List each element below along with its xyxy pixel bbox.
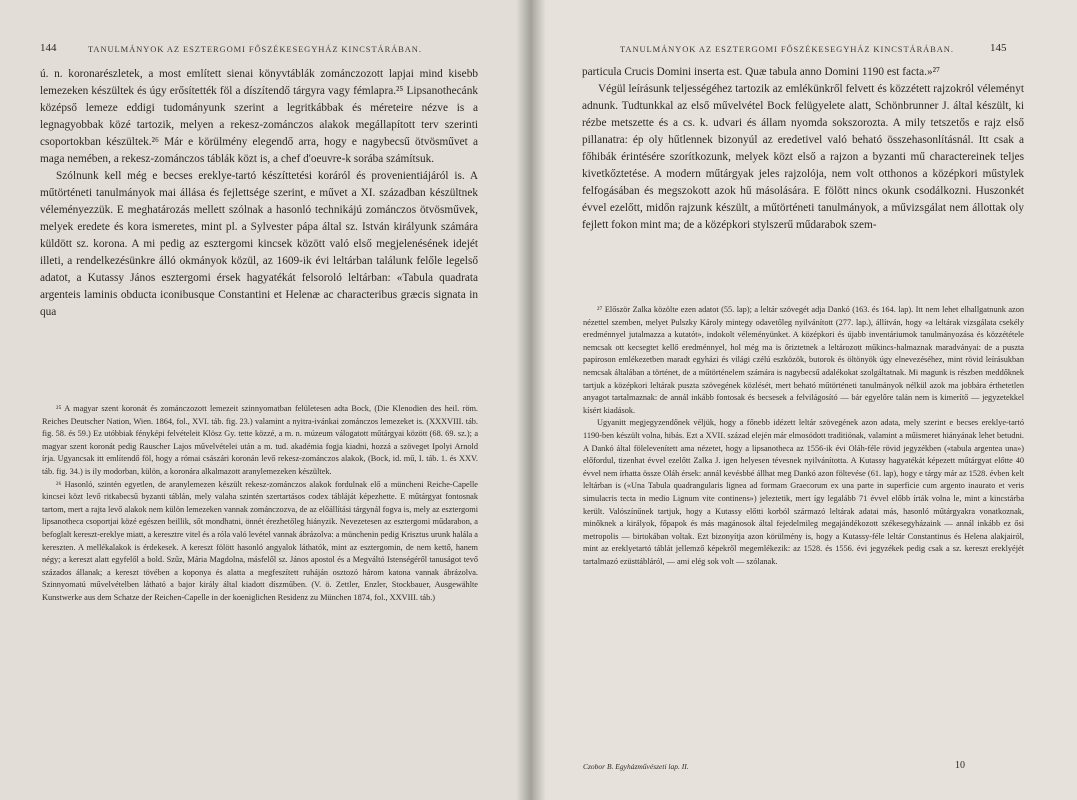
page-number: 144: [40, 42, 57, 54]
footnote: Ugyanitt megjegyzendőnek véljük, hogy a főnebb idézett leltár szövegének azon adata, mely szerint e becses ereklye-tartó 1190-ben készült volna, hibás. Ezt a XVII. század elején már elmosódott traditiónak, valamint a műismeret hiányának lehet betudni. A Dankó által fölelevenített ama nézetet, hogy a lipsanotheca az 1556-ik évi Oláh-féle rövid jegyzékben («tabula argentea una») előfordul, tizenhat évvel ezelőtt Zalka J. igen helyesen tévesnek nyilvánította. A Kutassy hagyatékát képezett műtárgyat előtte 40 évvel nem írhatta össze Oláh érsek: annál kevésbbé állhat meg Dankó azon föltevése (61. lap), hogy e tárgy már az 1528. évben kelt leltárban is («Una Tabula quadrangularis lignea ad formam Graecorum ex una parte in superficie cum argento inaurato et veris simulacris tecta in medio Lignum vite continens») jeleztetik, mert így legalább 71 évvel előbb írták volna le, mint a kincstárba került. Valószínűnek tartjuk, hogy a Kutassy előtti korból származó leltárak adatai más, hasonló műtárgyakra vonatkoznak, minőknek a királyok, főpapok és más magánosok által fejedelmileg megajándékozott székesegyházaink — annál inkább ez ősi metropolis — birtokában voltak. Ezt bizonyítja azon körülmény is, hogy a Kutassy-féle leltár Constantinus és Helena alakjairól, mint az ereklyetartó táblát jellemző képekről megemlékezik: az 1528. és 1556. évi jegyzékek pedig csak a sz. kereszt ereklyéjét tartalmazó ezüsttábláról, — ami elég sok volt — szólanak.: [583, 418, 1024, 566]
footer-signature: Czobor B. Egyházművészeti lap. II.: [583, 762, 689, 771]
paragraph: Végül leírásunk teljességéhez tartozik az emlékünkről felvett és közzétett rajzokról véleményt adnunk. Tudtunkkal az első művelvétel Bock felügyelete alatt, Schönbrunner J. által készült, ki rézbe metszette és a cs. k. udvari és állam nyomda sokszorozta. A mily tetszetős e rajz első pillanatra: ép oly hűtlennek bizonyúl az eredetivel való beható összehasonlításnál. Itt csak a főhibák érintésére szorítkozunk, melyek közt első a rajzon a byzanti mű charactereinek teljes kivetkőztetése. A modern műtárgyak jeles rajzolója, nem volt otthonos a középkori műstylek felfogásában és megszokott azok hű másolására. E fölött nincs okunk csodálkozni. Huszonkét évvel ezelőtt, midőn rajzunk készült, a műtörténeti tanulmányok, a művizsgálat nem állottak oly fejlett fokon mint ma; de a középkori stylszerű műdarabok szem-: [582, 83, 1024, 231]
footnote: ²⁵ A magyar szent koronát és zománczozott lemezeit szinnyomatban felületesen adta Bock, (Die Klenodien des heil. röm. Reiches Deutscher Nation, Wien. 1864, fol., XVI. táb. fig. 23.) valamint a nyitra-ivánkai zománczos lemezeket is. (XXXVIII. táb. fig. 58. és 59.) Ez utóbbiak fényképi felvételeit Klösz Gy. tette közzé, a m. n. múzeum válogatott műtárgyai között (68. 69. sz.); a magyar szent koronát pedig Rauscher Lajos művelvételei után a m. tud. akadémia fogja kiadni, hozzá a szöveget Ipolyi Arnold írja. Ugyancsak itt említendő föl, hogy a római császári koronán levő rekesz-zománczos alakok, (Bock, id. mű, I. táb. 1. és XXV. táb. fig. 34.) is ily modorban, külön, a koronára alkalmazott aranylemezeken készültek.: [42, 404, 478, 476]
main-text: [582, 64, 1024, 234]
book-gutter: [516, 0, 546, 800]
footnote: ²⁷ Először Zalka közölte ezen adatot (55. lap); a leltár szövegét adja Dankó (163. és 164. lap). Itt nem lehet elhallgatnunk azon nézettel szemben, melyet Pulszky Károly mintegy odavetőleg nyilvánított (277. lap.), állítván, hogy «a leltárak vizsgálata csekély eredménnyel jutalmazza a kutatót», indokolt véleményünket. A középkori és újabb inventáriumok tanulmányozása és közzététele nemcsak ott kecsegtet kellő eredménnyel, hol még ma is őriztetnek a leltározott műkincs-halmaznak maradványai: de a puszta papiroson emlékezetben maradt egyházi és világi czélú eszközök, butorok és öltönyök úgy elnevezéséhez, mint rövid leírásukban nemcsak általában a történet, de a műtörténelem számára is nagybecsű adalékokat szolgáltatnak. Mi magunk is részben meddőknek tartjuk a középkori leltárak puszta szövegének közlését, mert beható műtörténeti tanulmányok nélkül azok ma jobbára érthetetlen anyagot tartalmaznak: de annál inkább fontosak és becsesek a felvilágosító — bár egyelőre talán nem is kimerítő — jegyzetekkel kísért kiadások.: [583, 305, 1024, 415]
page-number: 145: [990, 42, 1007, 54]
running-head: TANULMÁNYOK AZ ESZTERGOMI FŐSZÉKESEGYHÁZ KINCSTÁRÁBAN.: [88, 44, 422, 54]
right-page: [532, 0, 1077, 800]
running-head: TANULMÁNYOK AZ ESZTERGOMI FŐSZÉKESEGYHÁZ KINCSTÁRÁBAN.: [620, 44, 954, 54]
paragraph: Szólnunk kell még e becses ereklye-tartó készíttetési koráról és provenientiájáról is. A műtörténeti tanulmányok mai állása és fejlettsége szerint, e művet a XI. században készültnek véleményezzük. E meghatározás mellett szólnak a hasonló technikájú zománczos ötvösművek, melyek eredete és kora ismeretes, mint pl. a Sylvester pápa által sz. István királyunk számára küldött sz. korona. A mi pedig az esztergomi kincsek között való első megjelenésének idejét illeti, a rendelkezésünkre álló okmányok közül, az 1609-ik évi leltárban találunk felőle legelső adatot, a Kutassy János esztergomi érsek hagyatékát felsoroló leltárban: «Tabula quadrata argenteis laminis obducta iconibusque Constantini et Helenæ ac characteribus græcis signata in qua: [40, 170, 478, 318]
paragraph: particula Crucis Domini inserta est. Quæ tabula anno Domini 1190 est facta.»²⁷: [582, 66, 940, 78]
signature-number: 10: [955, 760, 965, 771]
main-text: [40, 66, 478, 321]
footnote: ²⁶ Hasonló, szintén egyetlen, de aranylemezen készült rekesz-zománczos alakok fordulnak elő a müncheni Reiche-Capelle kincsei közt levő ritkabecsű byzanti táblán, mely valaha szintén szertartásos codex tábláját képezhette. E műtárgyat fontosnak tartom, mert a rajta levő alakok nem külön lemezeken vannak zománczozva, de az előállítási tárgynál fogva is, mely az esztergomi lipsanotheca csoportjai közé egészen beillik, sőt mondhatni, önnét érezhetőleg hiányzik. Nevezetesen az esztergomi műdarabon, a befoglalt kereszt-ereklye miatt, a keresztre vitel és a róla való levétel vannak ábrázolva: a münchenin pedig Krisztus urunk halála a kereszten. A mellékalakok is érdekesek. A kereszt fölött hasonló angyalok láthatók, mint az esztergomin, de nem kettő, hanem négy; a kereszt alatt egyfelől a bold. Szűz, Mária Magdolna, másfelől sz. János apostol és a Megváltó Istenségéről tanuságot tevő százados állanak; a kereszt tövében a koponya és alatta a megfeszített ruháján osztozó három katona vannak ábrázolva. Szinnyomatú művelvételben látható a bajor király által kiadott díszműben. (V. ö. Zettler, Enzler, Stockbauer, Ausgewählte Kunstwerke aus dem Schatze der Reichen-Capelle in der koeniglichen Residenz zu München 1874, fol., XXVIII. táb.): [42, 479, 478, 602]
paragraph: ú. n. koronarészletek, a most említett sienai könyvtáblák zománczozott lapjai mind kisebb lemezeken készültek és úgy erősítették föl a díszítendő tárgyra vagy fémlapra.²⁵ Lipsanothecánk középső lemeze eddigi tudományunk szerint a legritkábbak és méreteire nézve is a legnagyobbak közé tartozik, melyen a rekesz-zománczos alakok megállapított terv szerinti csoportokban készültek.²⁶ Már e körülmény elegendő arra, hogy e nagybecsű ötvösművet a maga nemében, a rekesz-zománczos táblák közt is, a chef d'oeuvre-k sorába számítsuk.: [40, 68, 478, 165]
left-page: [0, 0, 532, 800]
footnotes: [42, 403, 478, 605]
footnotes: [583, 304, 1024, 568]
